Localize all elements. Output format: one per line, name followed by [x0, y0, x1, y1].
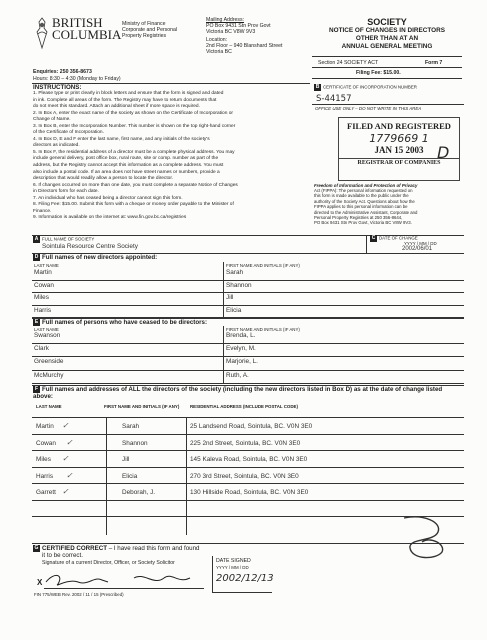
- box-a-letter: A: [34, 236, 39, 242]
- instruction-line: 1. Please type or print clearly in block letters and ensure that the form is signed and dated: [33, 91, 224, 96]
- instructions-heading: INSTRUCTIONS:: [33, 84, 82, 91]
- instruction-line: 4. In Box D, E and F enter the last name, first name, and any initials of the society's: [33, 136, 210, 142]
- box-e: [33, 319, 207, 326]
- mailing-line1: PO Box 9431 Stn Prov Govt: [206, 23, 271, 29]
- table-row-last-name: Martin: [34, 269, 52, 276]
- instruction-line: 7. An individual who has ceased being a director cannot sign this form.: [33, 195, 183, 201]
- row-rule: [32, 356, 464, 357]
- privacy-line: PO Box 9431 Stn Prov Govt, Victoria BC V8W 9V3.: [314, 220, 412, 226]
- hours: Hours: 8:30 – 4:30 (Monday to Friday): [33, 76, 121, 82]
- signature-label: Signature of a current Director, Officer, or Society Solicitor: [42, 560, 175, 567]
- instruction-line: of the Certificate of Incorporation.: [33, 130, 104, 136]
- row-rule: [32, 305, 464, 306]
- location-line2: Victoria BC: [206, 49, 232, 55]
- privacy-line: Personal Property Registries at 250 356-8644,: [314, 215, 403, 221]
- instruction-line: do not meet this standard. Attach an additional sheet if more space is required.: [33, 104, 200, 110]
- logo-line1: BRITISH: [52, 15, 103, 30]
- row-rule: [32, 417, 464, 418]
- stamp-initial: D: [437, 143, 450, 162]
- ministry-line2: Corporate and Personal: [122, 27, 178, 33]
- row-rule: [32, 383, 464, 384]
- table-row-last-name: McMurchy: [34, 371, 64, 379]
- table-row-first-name: Ruth, A.: [226, 371, 249, 379]
- stamp-number: 1779669 1: [369, 132, 429, 145]
- box-b: [314, 84, 464, 91]
- table-row-first-name: Shannon: [226, 281, 252, 289]
- row-rule: [32, 317, 464, 318]
- privacy-line: authority of the Society Act. Questions about how the: [314, 198, 415, 204]
- table-row-last-name: Martin: [36, 423, 54, 430]
- box-e-letter: E: [34, 319, 39, 325]
- box-e-col-last: LAST NAME: [34, 327, 59, 332]
- privacy-line: Act (FIPPA): The personal information requested on: [314, 188, 413, 193]
- instruction-line: 6. If changes occurred on more than one date, you must complete a separate Notice of Changes: [33, 182, 238, 188]
- section-ref: Section 24 SOCIETY ACT: [318, 60, 379, 66]
- instruction-line: 8. Filing Fee: $15.00. Submit this form with a cheque or money order payable to the Minister of: [33, 202, 234, 208]
- table-row-address: 130 Hillside Road, Sointula, BC. V0N 3E0: [190, 489, 309, 496]
- date-signed-label: DATE SIGNED: [216, 558, 251, 564]
- box-f-col-last: LAST NAME: [36, 404, 62, 409]
- check-mark-icon: ✓: [62, 421, 69, 430]
- instructions: [33, 84, 311, 222]
- logo-line2: COLUMBIA: [52, 27, 122, 42]
- table-row-last-name: Clark: [34, 345, 49, 353]
- instruction-line: description that would readily allow a person to locate the director.: [33, 176, 173, 182]
- table-row-last-name: Cowan: [34, 281, 54, 289]
- title-line4: ANNUAL GENERAL MEETING: [341, 43, 433, 50]
- mailing-label: Mailing Address:: [206, 17, 245, 23]
- title-line3: OTHER THAN AT AN: [355, 35, 419, 42]
- box-b-letter: B: [315, 84, 320, 90]
- privacy-line: directed to the Administrative Assistant, Corporate and: [314, 209, 418, 215]
- box-d: [33, 254, 157, 261]
- box-c-label: DATE OF CHANGE: [379, 235, 418, 241]
- instruction-line: 2. In Box A, enter the exact name of the society as shown on the Certificate of Incorporation or: [33, 110, 233, 116]
- form-title: [312, 17, 462, 51]
- row-rule: [32, 434, 464, 435]
- box-g-label-rest: – I have read this form and found: [106, 545, 200, 553]
- box-a: [33, 236, 94, 243]
- box-f-letter: F: [34, 386, 39, 392]
- box-g-letter: G: [34, 545, 39, 551]
- table-row-last-name: Harris: [34, 306, 52, 314]
- row-rule: [32, 343, 464, 344]
- table-row-first-name: Elicia: [226, 306, 242, 314]
- box-g-label: CERTIFIED CORRECT: [42, 545, 107, 553]
- instruction-line: Change of Name.: [33, 117, 71, 123]
- row-rule: [32, 370, 464, 371]
- table-row-last-name: Garrett: [36, 489, 56, 496]
- table-row-first-name: Brenda, L.: [226, 332, 256, 339]
- table-row-last-name: Cowan: [36, 439, 56, 447]
- instruction-line: 3. In Box B, enter the Incorporation Number. This number is shown on the top right-hand corner: [33, 123, 236, 129]
- incorporation-number: S-44157: [316, 94, 352, 104]
- box-c-letter: C: [371, 235, 376, 241]
- ministry-block: [122, 21, 177, 39]
- instruction-line: 9. Information is available on the internet at: www.fin.gov.bc.ca/registries: [33, 215, 187, 221]
- box-d-col-last: LAST NAME: [34, 263, 59, 268]
- location-line1: 2nd Floor – 940 Blanshard Street: [206, 43, 283, 49]
- table-row-last-name: Harris: [36, 472, 54, 480]
- ministry-name: Ministry of Finance: [122, 21, 166, 27]
- row-rule: [32, 292, 464, 293]
- table-row-first-name: Deborah, J.: [122, 489, 156, 496]
- row-rule: [32, 450, 464, 451]
- box-f-label: Full names and addresses of ALL the directors of the society (including the new directors listed in Box D) as at the date of change listed above:: [33, 386, 443, 401]
- date-format: YYYY / MM / DD: [404, 241, 437, 246]
- box-e-col-first: FIRST NAME AND INITIALS (IF ANY): [226, 327, 300, 332]
- check-mark-icon: ✓: [66, 437, 73, 447]
- check-mark-icon: ✓: [66, 470, 73, 480]
- form-number: Form 7: [425, 60, 443, 66]
- privacy-heading: Freedom of Information and Protection of Privacy: [314, 183, 418, 188]
- ministry-line3: Property Registries: [122, 33, 167, 39]
- box-f-col-address: RESIDENTIAL ADDRESS (INCLUDE POSTAL CODE): [190, 404, 298, 409]
- table-row-first-name: Evelyn, M.: [226, 345, 256, 353]
- society-name: Sointula Resource Centre Society: [42, 243, 138, 250]
- instruction-line: in Directors form for each date.: [33, 189, 99, 195]
- box-f-col-first: FIRST NAME AND INITIALS (IF ANY): [104, 404, 180, 409]
- table-row-first-name: Shannon: [122, 439, 148, 447]
- privacy-notice: [314, 183, 464, 226]
- location-label: Location:: [206, 37, 228, 43]
- enquiries: Enquiries: 250 356-8673: [33, 69, 92, 75]
- bc-crest-icon: [34, 16, 50, 50]
- row-rule: [32, 280, 464, 281]
- row-rule: [32, 467, 464, 468]
- logo-wordmark: [52, 17, 121, 41]
- stamp-filed: FILED AND REGISTERED: [347, 121, 451, 131]
- filing-fee: Filing Fee: $15.00.: [356, 70, 401, 76]
- date-signed-value: 2002/12/13: [216, 573, 274, 584]
- table-row-address: 145 Kaleva Road, Sointula, BC. V0N 3E0: [190, 456, 308, 463]
- signature-graphic: [44, 568, 194, 590]
- table-row-first-name: Sarah: [226, 269, 244, 276]
- check-mark-icon: ✓: [62, 487, 69, 496]
- instruction-line: also include a postal code. If an area does not have street names or numbers, provide a: [33, 169, 220, 175]
- instruction-line: Finance.: [33, 208, 52, 214]
- table-row-first-name: Jill: [226, 294, 234, 301]
- box-g-label-line2: it to be correct.: [42, 552, 83, 560]
- table-row-last-name: Swanson: [34, 332, 61, 339]
- form-id: FIN 775/WEB Rev. 2002 / 11 / 15 (Prescribed): [34, 592, 124, 597]
- office-use-label: OFFICE USE ONLY – DO NOT WRITE IN THIS AREA: [315, 106, 422, 111]
- table-row-first-name: Sarah: [122, 423, 140, 430]
- stamp-date: JAN 15 2003: [374, 145, 424, 155]
- table-row-last-name: Greenside: [34, 358, 64, 366]
- table-row-address: 225 2nd Street, Sointula, BC. V0N 3E0: [190, 439, 301, 447]
- instruction-line: directors as indicated.: [33, 143, 80, 149]
- stamp-registrar: REGISTRAR OF COMPANIES: [339, 158, 459, 166]
- scribble-mark: [394, 514, 452, 564]
- table-row-last-name: Miles: [36, 456, 51, 463]
- check-mark-icon: ✓: [62, 454, 69, 463]
- box-f: [33, 386, 461, 400]
- address-block: [206, 17, 282, 55]
- table-row-address: 270 3rd Street, Sointula, BC. V0N 3E0: [190, 472, 299, 480]
- box-d-letter: D: [34, 254, 39, 260]
- row-rule: [32, 516, 464, 517]
- table-row-last-name: Miles: [34, 294, 49, 301]
- privacy-line: this form is made available to the public under the: [314, 193, 409, 199]
- row-rule: [32, 483, 464, 484]
- box-a-label: FULL NAME OF SOCIETY: [42, 236, 95, 242]
- privacy-line: FIPPA applies to this personal information can be: [314, 204, 408, 210]
- box-e-label: Full names of persons who have ceased to be directors:: [42, 319, 208, 327]
- box-d-col-first: FIRST NAME AND INITIALS (IF ANY): [226, 263, 300, 268]
- instruction-line: include general delivery, post office box, rural route, site or comp. number as part of the: [33, 156, 219, 162]
- box-b-label: CERTIFICATE OF INCORPORATION NUMBER: [323, 84, 417, 90]
- box-d-label: Full names of new directors appointed:: [42, 254, 158, 262]
- table-row-first-name: Marjorie, L.: [226, 358, 258, 366]
- row-rule: [32, 500, 464, 501]
- table-row-first-name: Jill: [122, 456, 130, 463]
- instruction-line: 5. In Box F, the residential address of a director must be a complete physical address. You may: [33, 149, 235, 155]
- table-row-first-name: Elicia: [122, 472, 138, 480]
- date-of-change: 2002/06/01: [402, 246, 433, 252]
- mailing-line2: Victoria BC V8W 9V3: [206, 29, 256, 35]
- instruction-line: in ink. Complete all areas of the form. The Registry may have to return documents that: [33, 97, 217, 103]
- table-row-address: 25 Landsend Road, Sointula, BC. V0N 3E0: [190, 423, 313, 430]
- title-society: SOCIETY: [367, 17, 407, 27]
- box-g: [33, 545, 200, 566]
- date-signed-format: YYYY / MM / DD: [216, 565, 249, 570]
- signature-x: X: [37, 578, 43, 587]
- instruction-line: address, but the Registry cannot accept this information as a complete address. You must: [33, 163, 224, 169]
- title-line2: NOTICE OF CHANGES IN DIRECTORS: [329, 27, 445, 34]
